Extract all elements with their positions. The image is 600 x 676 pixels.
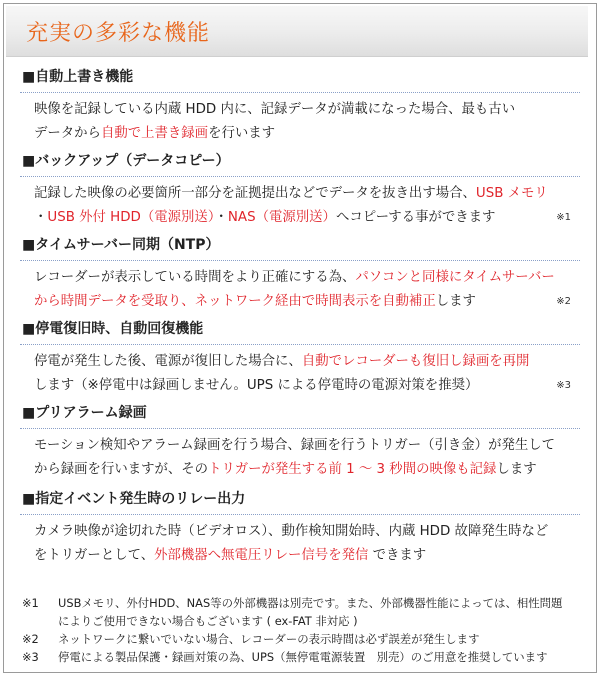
feature-section xyxy=(6,402,586,482)
body-line xyxy=(34,350,579,374)
section-heading: ■プリアラーム録画 xyxy=(22,405,147,421)
footnote-mark: ※3 xyxy=(22,650,39,664)
section-heading: ■タイムサーバー同期（NTP） xyxy=(22,237,220,253)
body-line xyxy=(34,458,579,482)
highlighted-text: USB 外付 HDD（電源別送） xyxy=(47,210,215,225)
body-text-segment: ・ xyxy=(214,210,228,225)
feature-section xyxy=(6,66,586,146)
footnotes xyxy=(22,594,582,666)
highlighted-text: 外部機器へ無電圧リレー信号を発信 xyxy=(154,548,369,563)
section-heading: ■自動上書き機能 xyxy=(22,69,134,85)
body-line xyxy=(34,182,579,206)
body-text-segment: 停電が発生した後、電源が復旧した場合に、 xyxy=(34,354,302,369)
title-bar xyxy=(6,6,588,57)
highlighted-text: 自動で上書き録画 xyxy=(100,126,209,141)
highlighted-text: パソコンと同様にタイムサーバー xyxy=(355,270,555,285)
body-text-segment: へコピーする事ができます xyxy=(335,210,496,225)
feature-section xyxy=(6,234,586,314)
highlighted-text: USB メモリ xyxy=(475,186,548,201)
footnote-mark: ※2 xyxy=(22,632,39,646)
body-text-segment: します xyxy=(435,294,476,309)
footnote-text: 停電による製品保護・録画対策の為、UPS（無停電電源装置 別売）のご用意を推奨しています xyxy=(58,650,548,664)
section-divider xyxy=(20,92,580,93)
footnote-mark: ※1 xyxy=(22,596,39,610)
section-body xyxy=(34,350,579,398)
section-divider xyxy=(20,514,580,515)
body-line xyxy=(34,290,579,314)
section-body xyxy=(34,434,579,482)
section-body xyxy=(34,182,579,230)
footnote-reference: ※2 xyxy=(556,296,571,307)
section-body xyxy=(34,98,579,146)
body-text-segment: データから xyxy=(34,126,101,141)
footnote-reference: ※3 xyxy=(556,380,571,391)
section-heading: ■停電復旧時、自動回復機能 xyxy=(22,321,204,337)
body-text-segment: ・ xyxy=(34,210,48,225)
section-heading: ■指定イベント発生時のリレー出力 xyxy=(22,491,246,507)
body-line xyxy=(34,434,579,458)
section-divider xyxy=(20,176,580,177)
highlighted-text: NAS（電源別送） xyxy=(227,210,336,225)
body-line xyxy=(34,98,579,122)
footnote xyxy=(22,630,582,648)
body-text-segment: から録画を行いますが、その xyxy=(34,462,209,477)
footnote xyxy=(22,594,582,630)
highlighted-text: から時間データを受取り、ネットワーク経由で時間表示を自動補正 xyxy=(34,294,436,309)
footnote-text: によりご使用できない場合もございます ( ex-FAT 非対応 ) xyxy=(58,614,358,628)
footnote-text: USBメモリ、外付HDD、NAS等の外部機器は別売です。また、外部機器性能によっては、相性問題 xyxy=(58,596,563,610)
body-line xyxy=(34,544,579,568)
body-text-segment: をトリガーとして、 xyxy=(34,548,155,563)
section-divider xyxy=(20,428,580,429)
section-divider xyxy=(20,344,580,345)
body-text-segment: を行います xyxy=(208,126,276,141)
footnote xyxy=(22,648,582,666)
body-line xyxy=(34,374,579,398)
body-line xyxy=(34,122,579,146)
body-text-segment: します xyxy=(496,462,537,477)
section-heading: ■バックアップ（データコピー） xyxy=(22,153,230,169)
body-text-segment: カメラ映像が途切れた時（ビデオロス）、動作検知開始時、内蔵 HDD 故障発生時など xyxy=(34,524,549,539)
highlighted-text: トリガーが発生する前 1 ～ 3 秒間の映像も記録 xyxy=(208,462,497,477)
feature-section xyxy=(6,318,586,398)
body-text-segment: モーション検知やアラーム録画を行う場合、録画を行うトリガー（引き金）が発生して xyxy=(34,438,556,453)
body-line xyxy=(34,266,579,290)
footnote-reference: ※1 xyxy=(556,212,571,223)
body-line xyxy=(34,520,579,544)
body-text-segment: 記録した映像の必要箇所一部分を証拠提出などでデータを抜き出す場合、 xyxy=(34,186,476,201)
body-text-segment: できます xyxy=(368,548,427,563)
body-text-segment: レコーダーが表示している時間をより正確にする為、 xyxy=(34,270,356,285)
body-text-segment: します（※停電中は録画しません。UPS による停電時の電源対策を推奨） xyxy=(34,378,479,393)
body-line xyxy=(34,206,579,230)
footnote-text: ネットワークに繋いでいない場合、レコーダーの表示時間は必ず誤差が発生します xyxy=(58,632,480,646)
page-title: 充実の多彩な機能 xyxy=(26,21,211,46)
section-body xyxy=(34,266,579,314)
body-text-segment: 映像を記録している内蔵 HDD 内に、記録データが満載になった場合、最も古い xyxy=(34,102,516,117)
feature-section xyxy=(6,488,586,568)
section-body xyxy=(34,520,579,568)
section-divider xyxy=(20,260,580,261)
highlighted-text: 自動でレコーダーも復旧し録画を再開 xyxy=(301,354,530,369)
feature-section xyxy=(6,150,586,230)
